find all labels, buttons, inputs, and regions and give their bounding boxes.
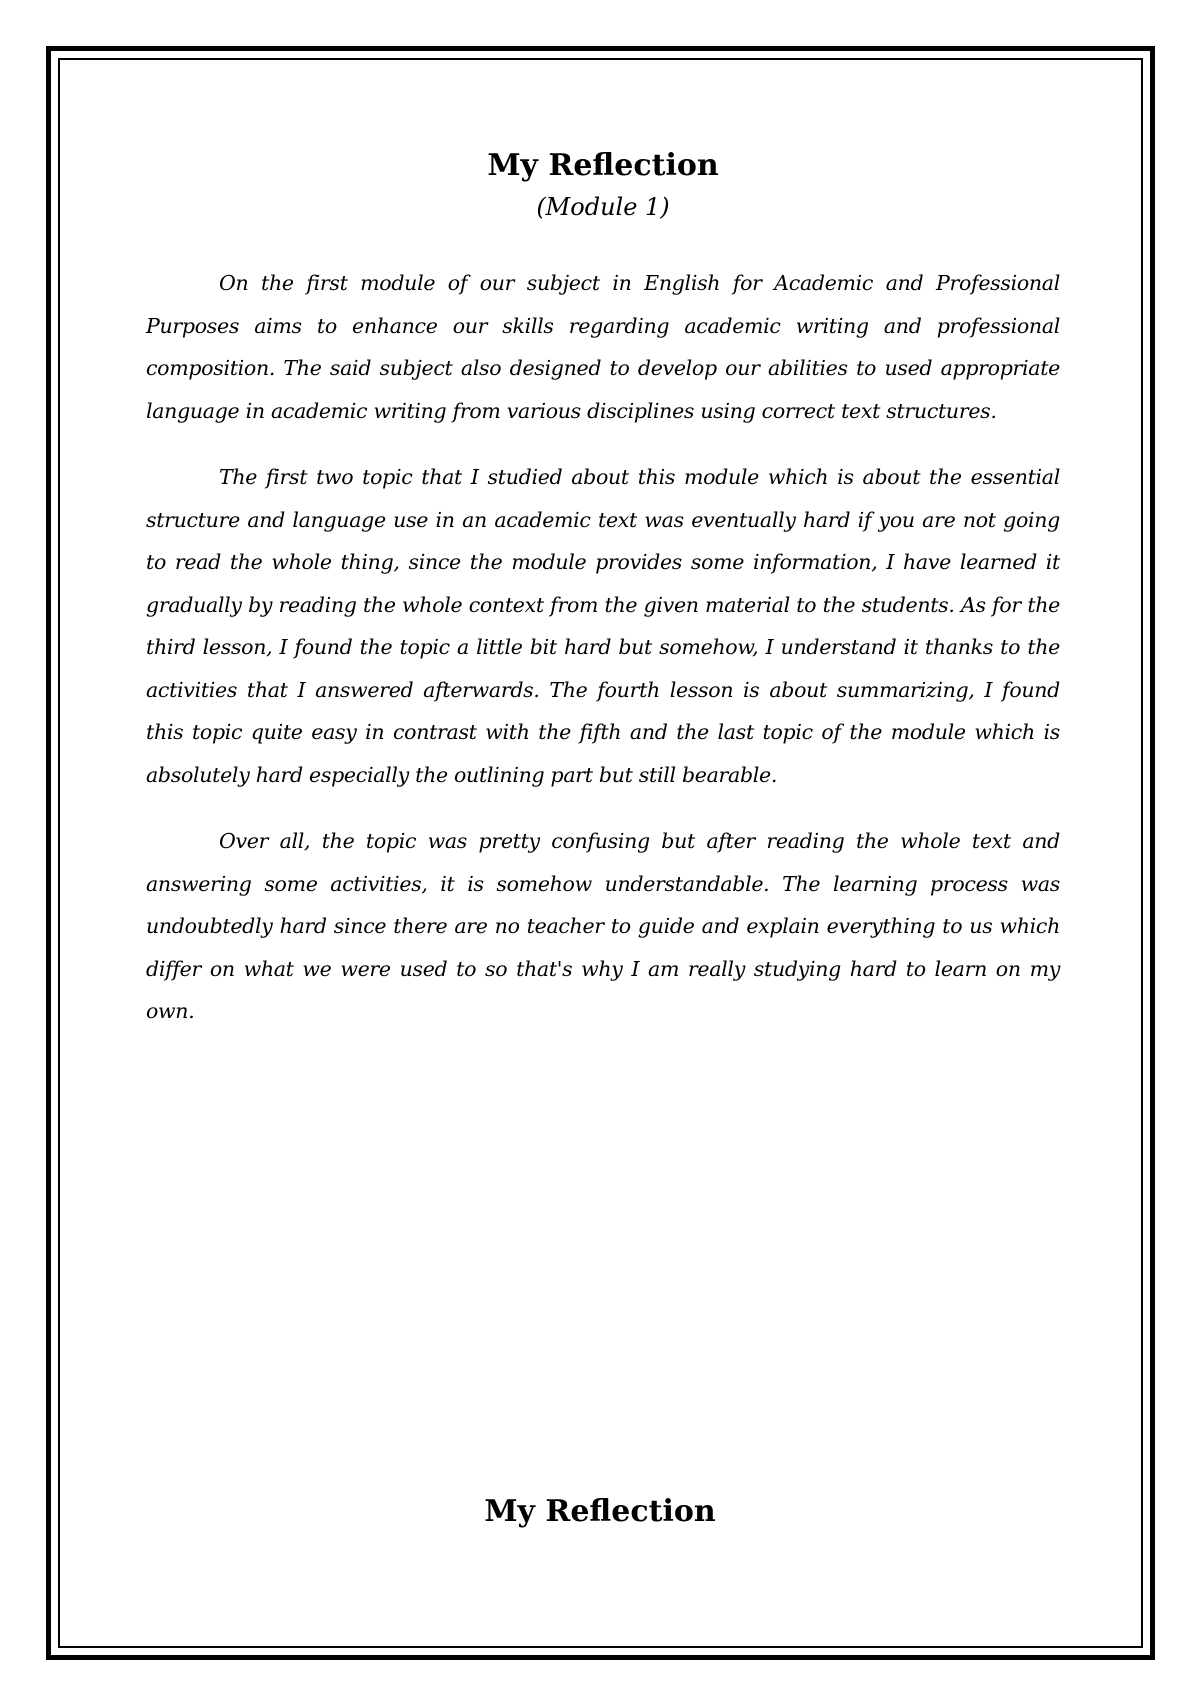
paragraph-3: Over all, the topic was pretty confusing but after reading the whole text and answering some activities, it is somehow understandable. The learning process was undoubtedly hard since there are no teacher to guide and explain everything to us which differ on what we were used to so that's why I am really studying hard to learn on my own.: [146, 829, 1060, 1023]
document-subtitle: (Module 1): [536, 193, 670, 221]
paragraph-1: On the first module of our subject in English for Academic and Professional Purposes aims to enhance our skills regarding academic writing and professional composition. The said subject also designed to develop our abilities to used appropriate language in academic writing from various disciplines using correct text structures.: [146, 271, 1060, 423]
document-title: My Reflection: [487, 148, 719, 183]
next-page-title: My Reflection: [484, 1494, 716, 1529]
document-body: [146, 142, 1060, 1057]
paragraph-2: The first two topic that I studied about this module which is about the essential structure and language use in an academic text was eventually hard if you are not going to read the whole thing, since the module provides some information, I have learned it gradually by reading the whole context from the given material to the students. As for the third lesson, I found the topic a little bit hard but somehow, I understand it thanks to the activities that I answered afterwards. The fourth lesson is about summarizing, I found this topic quite easy in contrast with the fifth and the last topic of the module which is absolutely hard especially the outlining part but still bearable.: [146, 465, 1060, 787]
